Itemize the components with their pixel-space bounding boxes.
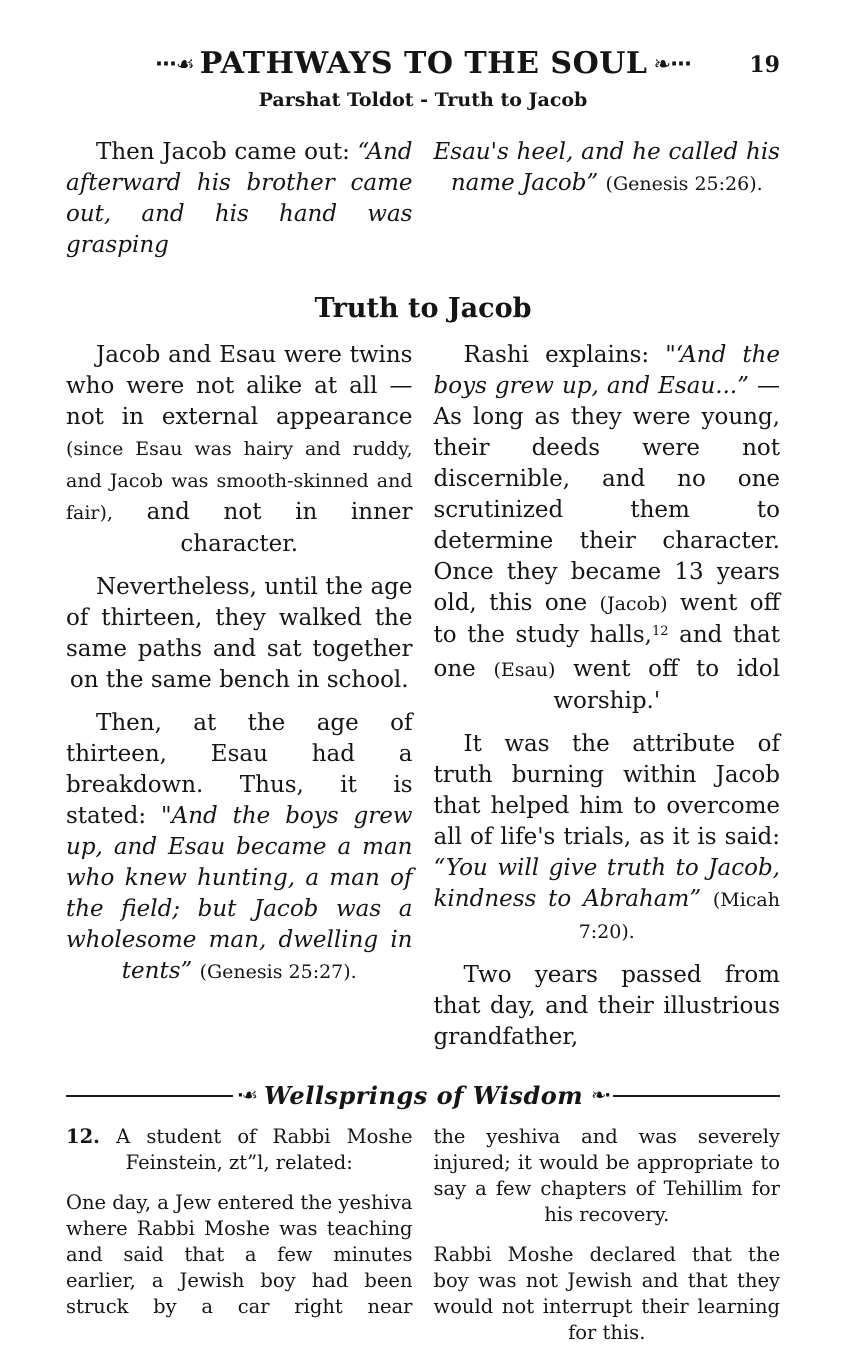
body-paragraph <box>66 708 413 988</box>
text-run <box>192 958 199 984</box>
text-run: 12 <box>651 624 669 639</box>
floral-flourish-left-icon: ···☙ <box>155 52 194 76</box>
text-run: Rabbi Moshe declared that the boy was not Jewish and that they would not interrupt their learning for this. <box>433 1243 780 1344</box>
text-run: — As long as they were young, their deeds were not discernible, and no one scrutinized them to determine their character. Once they became 13 years old, this one <box>433 373 780 616</box>
text-run: (Genesis 25:26). <box>605 173 763 195</box>
text-run: (Micah 7:20). <box>578 889 780 943</box>
body-paragraph <box>434 729 781 948</box>
footnote-paragraph <box>434 1242 781 1346</box>
text-run: “And afterward his brother came out, and his hand was grasping <box>66 139 413 258</box>
text-run: and not in inner character. <box>112 499 413 557</box>
text-run <box>701 886 713 912</box>
footnote-left-column <box>66 1124 413 1360</box>
body-paragraph <box>66 137 413 261</box>
page-header <box>66 46 780 111</box>
text-run: One day, a Jew entered the yeshiva where Rabbi Moshe was teaching and said that a few minutes earlier, a Jewish boy had been struck by a car right near <box>66 1191 413 1318</box>
text-run: Then Jacob came out: <box>96 139 358 165</box>
body-columns <box>66 340 780 1065</box>
body-paragraph <box>66 340 413 560</box>
divider-rule-right <box>613 1095 780 1097</box>
text-run: (Esau) <box>493 659 556 681</box>
page-number: 19 <box>749 52 780 78</box>
divider-flourish-left-icon: ·☙ <box>236 1085 256 1106</box>
intro-columns <box>66 137 780 273</box>
left-column <box>66 340 413 1065</box>
divider-rule-left <box>66 1095 233 1097</box>
footnotes-columns <box>66 1124 780 1360</box>
text-run: the yeshiva and was severely injured; it would be appropriate to say a few chapters of Tehillim for his recovery. <box>433 1125 780 1226</box>
footnote-paragraph <box>66 1124 413 1176</box>
chapter-subtitle: Parshat Toldot - Truth to Jacob <box>258 89 588 111</box>
divider-flourish-right-icon: ❧· <box>591 1085 610 1106</box>
text-run: "‘And the boys grew up, and Esau...” <box>433 342 780 399</box>
text-run: “You will give truth to Jacob, kindness to Abraham” <box>433 855 780 912</box>
text-run: (Jacob) <box>599 593 668 615</box>
title-line <box>66 46 780 81</box>
text-run: Two years passed from that day, and their illustrious grandfather, <box>433 962 780 1050</box>
body-paragraph <box>66 572 413 696</box>
floral-flourish-right-icon: ❧··· <box>653 52 691 76</box>
body-paragraph <box>434 137 781 261</box>
text-run: Rashi explains: <box>463 342 666 368</box>
book-title: PATHWAYS TO THE SOUL <box>199 46 648 81</box>
text-run: And the boys grew up, and Esau became a man who knew hunting, a man of the field; but Jacob was a wholesome man, dwelling in tents” <box>66 803 413 984</box>
text-run: It was the attribute of truth burning within Jacob that helped him to overcome all of life's trials, as it is said: <box>433 731 780 850</box>
text-run: went off to the study halls, <box>433 590 780 648</box>
section-heading: Truth to Jacob <box>314 293 532 324</box>
text-run: (Genesis 25:27). <box>199 961 357 983</box>
right-column <box>434 340 781 1065</box>
text-run: and that one <box>433 622 780 682</box>
text-run: Nevertheless, until the age of thirteen, they walked the same paths and sat together on the same bench in school. <box>66 574 413 693</box>
text-run: Esau's heel, and he called his name Jacob” <box>433 139 780 196</box>
footnote-right-column <box>434 1124 781 1360</box>
wellsprings-divider <box>66 1081 780 1110</box>
divider-title: Wellsprings of Wisdom <box>263 1081 584 1110</box>
body-paragraph <box>434 340 781 717</box>
text-run: 12. <box>66 1125 100 1148</box>
footnote-paragraph <box>434 1124 781 1228</box>
text-run: went off to idol worship.' <box>553 656 780 714</box>
text-run: (since Esau was hairy and ruddy, and Jacob was smooth-skinned and fair), <box>66 438 413 524</box>
body-paragraph <box>434 960 781 1053</box>
footnote-paragraph <box>66 1190 413 1320</box>
text-run: A student of Rabbi Moshe Feinstein, zt”l, related: <box>99 1125 413 1174</box>
text-run <box>598 170 605 196</box>
text-run: Jacob and Esau were twins who were not alike at all — not in external appearance <box>66 342 413 430</box>
text-run: Then, at the age of thirteen, Esau had a breakdown. Thus, it is stated: " <box>66 710 413 829</box>
